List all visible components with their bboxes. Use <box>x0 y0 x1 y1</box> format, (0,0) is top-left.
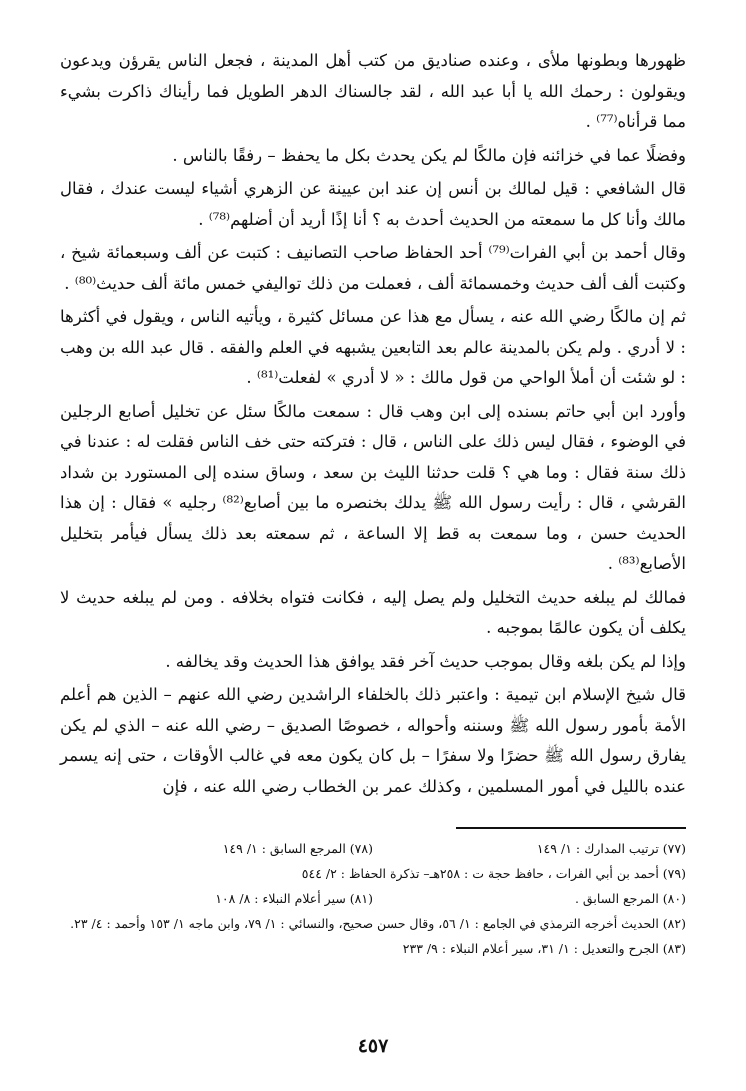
main-text <box>60 46 686 805</box>
paragraph: قال الشافعي : قيل لمالك بن أنس إن عند ابن عيينة عن الزهري أشياء ليست عندك ، فقال مالك وأنا كل ما سمعته من الحديث أحدث به ؟ أنا إذًا أريد أن أضلهم⁽⁷⁸⁾ . <box>60 179 686 229</box>
paragraph: ثم إن مالكًا رضي الله عنه ، يسأل مع هذا عن مسائل كثيرة ، ويأتيه الناس ، ويقول في أكثرها : لا أدري . ولم يكن بالمدينة عالم بعد التابعين يشبهه في العلم والفقه . قال عبد الله بن وهب : لو شئت أن أملأ الواحي من قول مالك : « لا أدري » لفعلت⁽⁸¹⁾ . <box>60 307 686 387</box>
footnote-row <box>60 836 686 861</box>
paragraph: وأورد ابن أبي حاتم بسنده إلى ابن وهب قال : سمعت مالكًا سئل عن تخليل أصابع الرجلين في الوضوء ، فقال ليس ذلك على الناس ، قال : فتركته حتى خف الناس فقلت له : عندنا في ذلك سنة فقال : وما هي ؟ قلت حدثنا الليث بن سعد ، وساق سنده إلى المستورد بن شداد القرشي ، قال : رأيت رسول الله ﷺ يدلك بخنصره ما بين أصابع⁽⁸²⁾ رجليه » فقال : إن هذا الحديث حسن ، وما سمعت به قط إلا الساعة ، ثم سمعته بعد ذلك يسأل فيأمر بتخليل الأصابع⁽⁸³⁾ . <box>60 401 686 573</box>
footnote-83: (٨٣) الجرح والتعديل : ١/ ٣١، سير أعلام النبلاء : ٩/ ٢٣٣ <box>402 941 686 956</box>
footnote-divider <box>456 827 686 829</box>
paragraph: قال شيخ الإسلام ابن تيمية : واعتبر ذلك بالخلفاء الراشدين رضي الله عنهم – الذين هم أعلم الأمة بأمور رسول الله ﷺ وسننه وأحواله ، خصوصًا الصديق – رضي الله عنه – الذي لم يكن يفارق رسول الله ﷺ حضرًا ولا سفرًا – بل كان يكون معه في غالب الأوقات ، حتى إنه يسمر عنده بالليل في أمور المسلمين ، وكذلك عمر بن الخطاب رضي الله عنه ، فإن <box>60 685 686 796</box>
paragraph: وقال أحمد بن أبي الفرات⁽⁷⁹⁾ أحد الحفاظ صاحب التصانيف : كتبت عن ألف وسبعمائة شيخ ، وكتبت ألف ألف حديث وخمسمائة ألف ، فعملت من ذلك تواليفي خمس مائة ألف حديث⁽⁸⁰⁾ . <box>60 243 686 293</box>
footnote-row <box>60 886 686 911</box>
footnote-80: (٨٠) المرجع السابق . <box>574 891 686 906</box>
footnote-78: (٧٨) المرجع السابق : ١/ ١٤٩ <box>222 841 373 856</box>
paragraph: ظهورها وبطونها ملأى ، وعنده صناديق من كتب أهل المدينة ، فجعل الناس يقرؤن ويدعون ويقولون : رحمك الله يا أبا عبد الله ، لقد جالسناك الدهر الطويل فما رأيناك ذاكرت بشيء مما قرأناه⁽⁷⁷⁾ . <box>60 51 686 131</box>
paragraph: فمالك لم يبلغه حديث التخليل ولم يصل إليه ، فكانت فتواه بخلافه . ومن لم يبلغه حديث لا يكلف أن يكون عالمًا بموجبه . <box>60 587 686 637</box>
page-number: ٤٥٧ <box>357 1035 389 1057</box>
paragraph: وإذا لم يكن بلغه وقال بموجب حديث آخر فقد يوافق هذا الحديث وقد يخالفه . <box>165 651 686 671</box>
footnote-79: (٧٩) أحمد بن أبي الفرات ، حافظ حجة ت : ٢٥٨هـ– تذكرة الحفاظ : ٢/ ٥٤٤ <box>301 866 686 881</box>
paragraph: وفضلًا عما في خزائنه فإن مالكًا لم يكن يحدث بكل ما يحفظ – رفقًا بالناس . <box>172 145 686 165</box>
footnote-77: (٧٧) ترتيب المدارك : ١/ ١٤٩ <box>536 841 686 856</box>
footnote-82: (٨٢) الحديث أخرجه الترمذي في الجامع : ١/ ٥٦، وقال حسن صحيح، والنسائي : ١/ ٧٩، وابن ماجه ١/ ١٥٣ وأحمد : ٤/ ٢٣. <box>70 916 686 931</box>
footnote-81: (٨١) سير أعلام النبلاء : ٨/ ١٠٨ <box>215 891 373 906</box>
footnotes <box>60 836 686 961</box>
